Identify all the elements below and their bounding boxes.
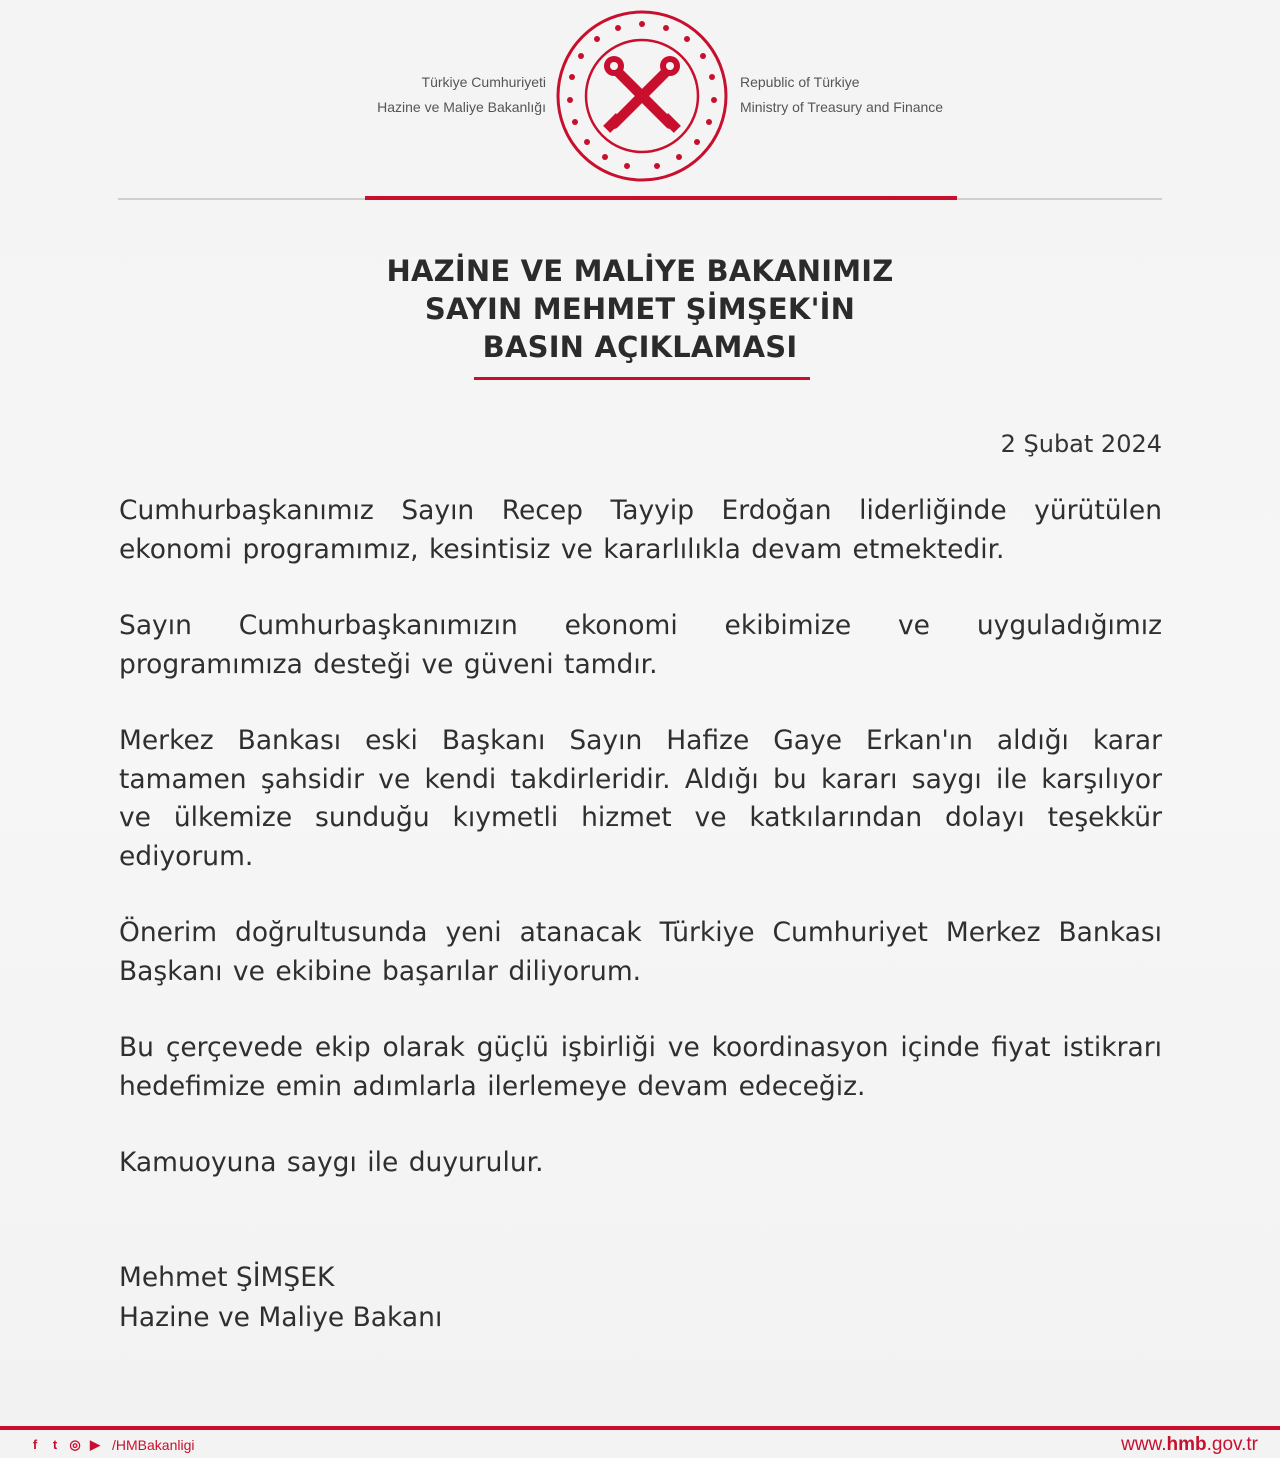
statement-body <box>119 492 1162 1213</box>
title-line-2: SAYIN MEHMET ŞİMŞEK'İN <box>424 292 856 326</box>
document-title <box>0 252 1280 366</box>
social-links <box>28 1434 194 1456</box>
website-suffix: .gov.tr <box>1206 1434 1258 1455</box>
signature-block <box>119 1258 819 1338</box>
footer-row <box>0 1434 1280 1458</box>
website-link[interactable] <box>1121 1434 1258 1456</box>
org-name-english <box>740 70 980 120</box>
letterhead <box>0 0 1280 210</box>
org-en-line2: Ministry of Treasury and Finance <box>740 99 944 115</box>
twitter-icon[interactable]: t <box>52 1437 58 1452</box>
footer-accent-line <box>0 1426 1280 1430</box>
paragraph-5: Bu çerçevede ekip olarak güçlü işbirliği ve koordinasyon içinde fiyat istikrarı hedefimize emin adımlarla ilerlemeye devam edeceğiz. <box>119 1032 1162 1102</box>
website-prefix: www. <box>1121 1434 1167 1455</box>
signatory-title: Hazine ve Maliye Bakanı <box>119 1302 443 1333</box>
org-tr-line2: Hazine ve Maliye Bakanlığı <box>377 99 546 115</box>
paragraph-3: Merkez Bankası eski Başkanı Sayın Hafize Gaye Erkan'ın aldığı karar tamamen şahsidir ve kendi takdirleridir. Aldığı bu kararı saygı ile karşılıyor ve ülkemize sunduğu kıymetli hizmet ve katkılarından dolayı teşekkür ediyorum. <box>119 725 1162 872</box>
website-domain: hmb <box>1166 1434 1207 1455</box>
org-name-turkish <box>360 70 546 120</box>
instagram-icon[interactable]: ◎ <box>69 1437 81 1452</box>
title-line-1: HAZİNE VE MALİYE BAKANIMIZ <box>386 254 894 288</box>
header-accent-divider <box>365 196 957 200</box>
signatory-name: Mehmet ŞİMŞEK <box>119 1262 335 1293</box>
paragraph-4: Önerim doğrultusunda yeni atanacak Türkiye Cumhuriyet Merkez Bankası Başkanı ve ekibine başarılar diliyorum. <box>119 917 1162 987</box>
document-date: 2 Şubat 2024 <box>1000 430 1162 458</box>
title-line-3: BASIN AÇIKLAMASI <box>482 330 798 364</box>
org-tr-line1: Türkiye Cumhuriyeti <box>421 74 546 90</box>
paragraph-2: Sayın Cumhurbaşkanımızın ekonomi ekibimize ve uyguladığımız programımıza desteği ve güveni tamdır. <box>119 610 1162 680</box>
social-handle[interactable]: /HMBakanligi <box>112 1437 195 1453</box>
youtube-icon[interactable]: ▶ <box>90 1437 100 1452</box>
facebook-icon[interactable]: f <box>32 1437 38 1452</box>
org-en-line1: Republic of Türkiye <box>740 74 860 90</box>
paragraph-closing: Kamuoyuna saygı ile duyurulur. <box>119 1147 544 1178</box>
paragraph-1: Cumhurbaşkanımız Sayın Recep Tayyip Erdoğan liderliğinde yürütülen ekonomi programımız, kesintisiz ve kararlılıkla devam etmektedir. <box>119 495 1162 565</box>
title-underline <box>474 377 810 380</box>
ministry-emblem-icon <box>554 8 730 184</box>
